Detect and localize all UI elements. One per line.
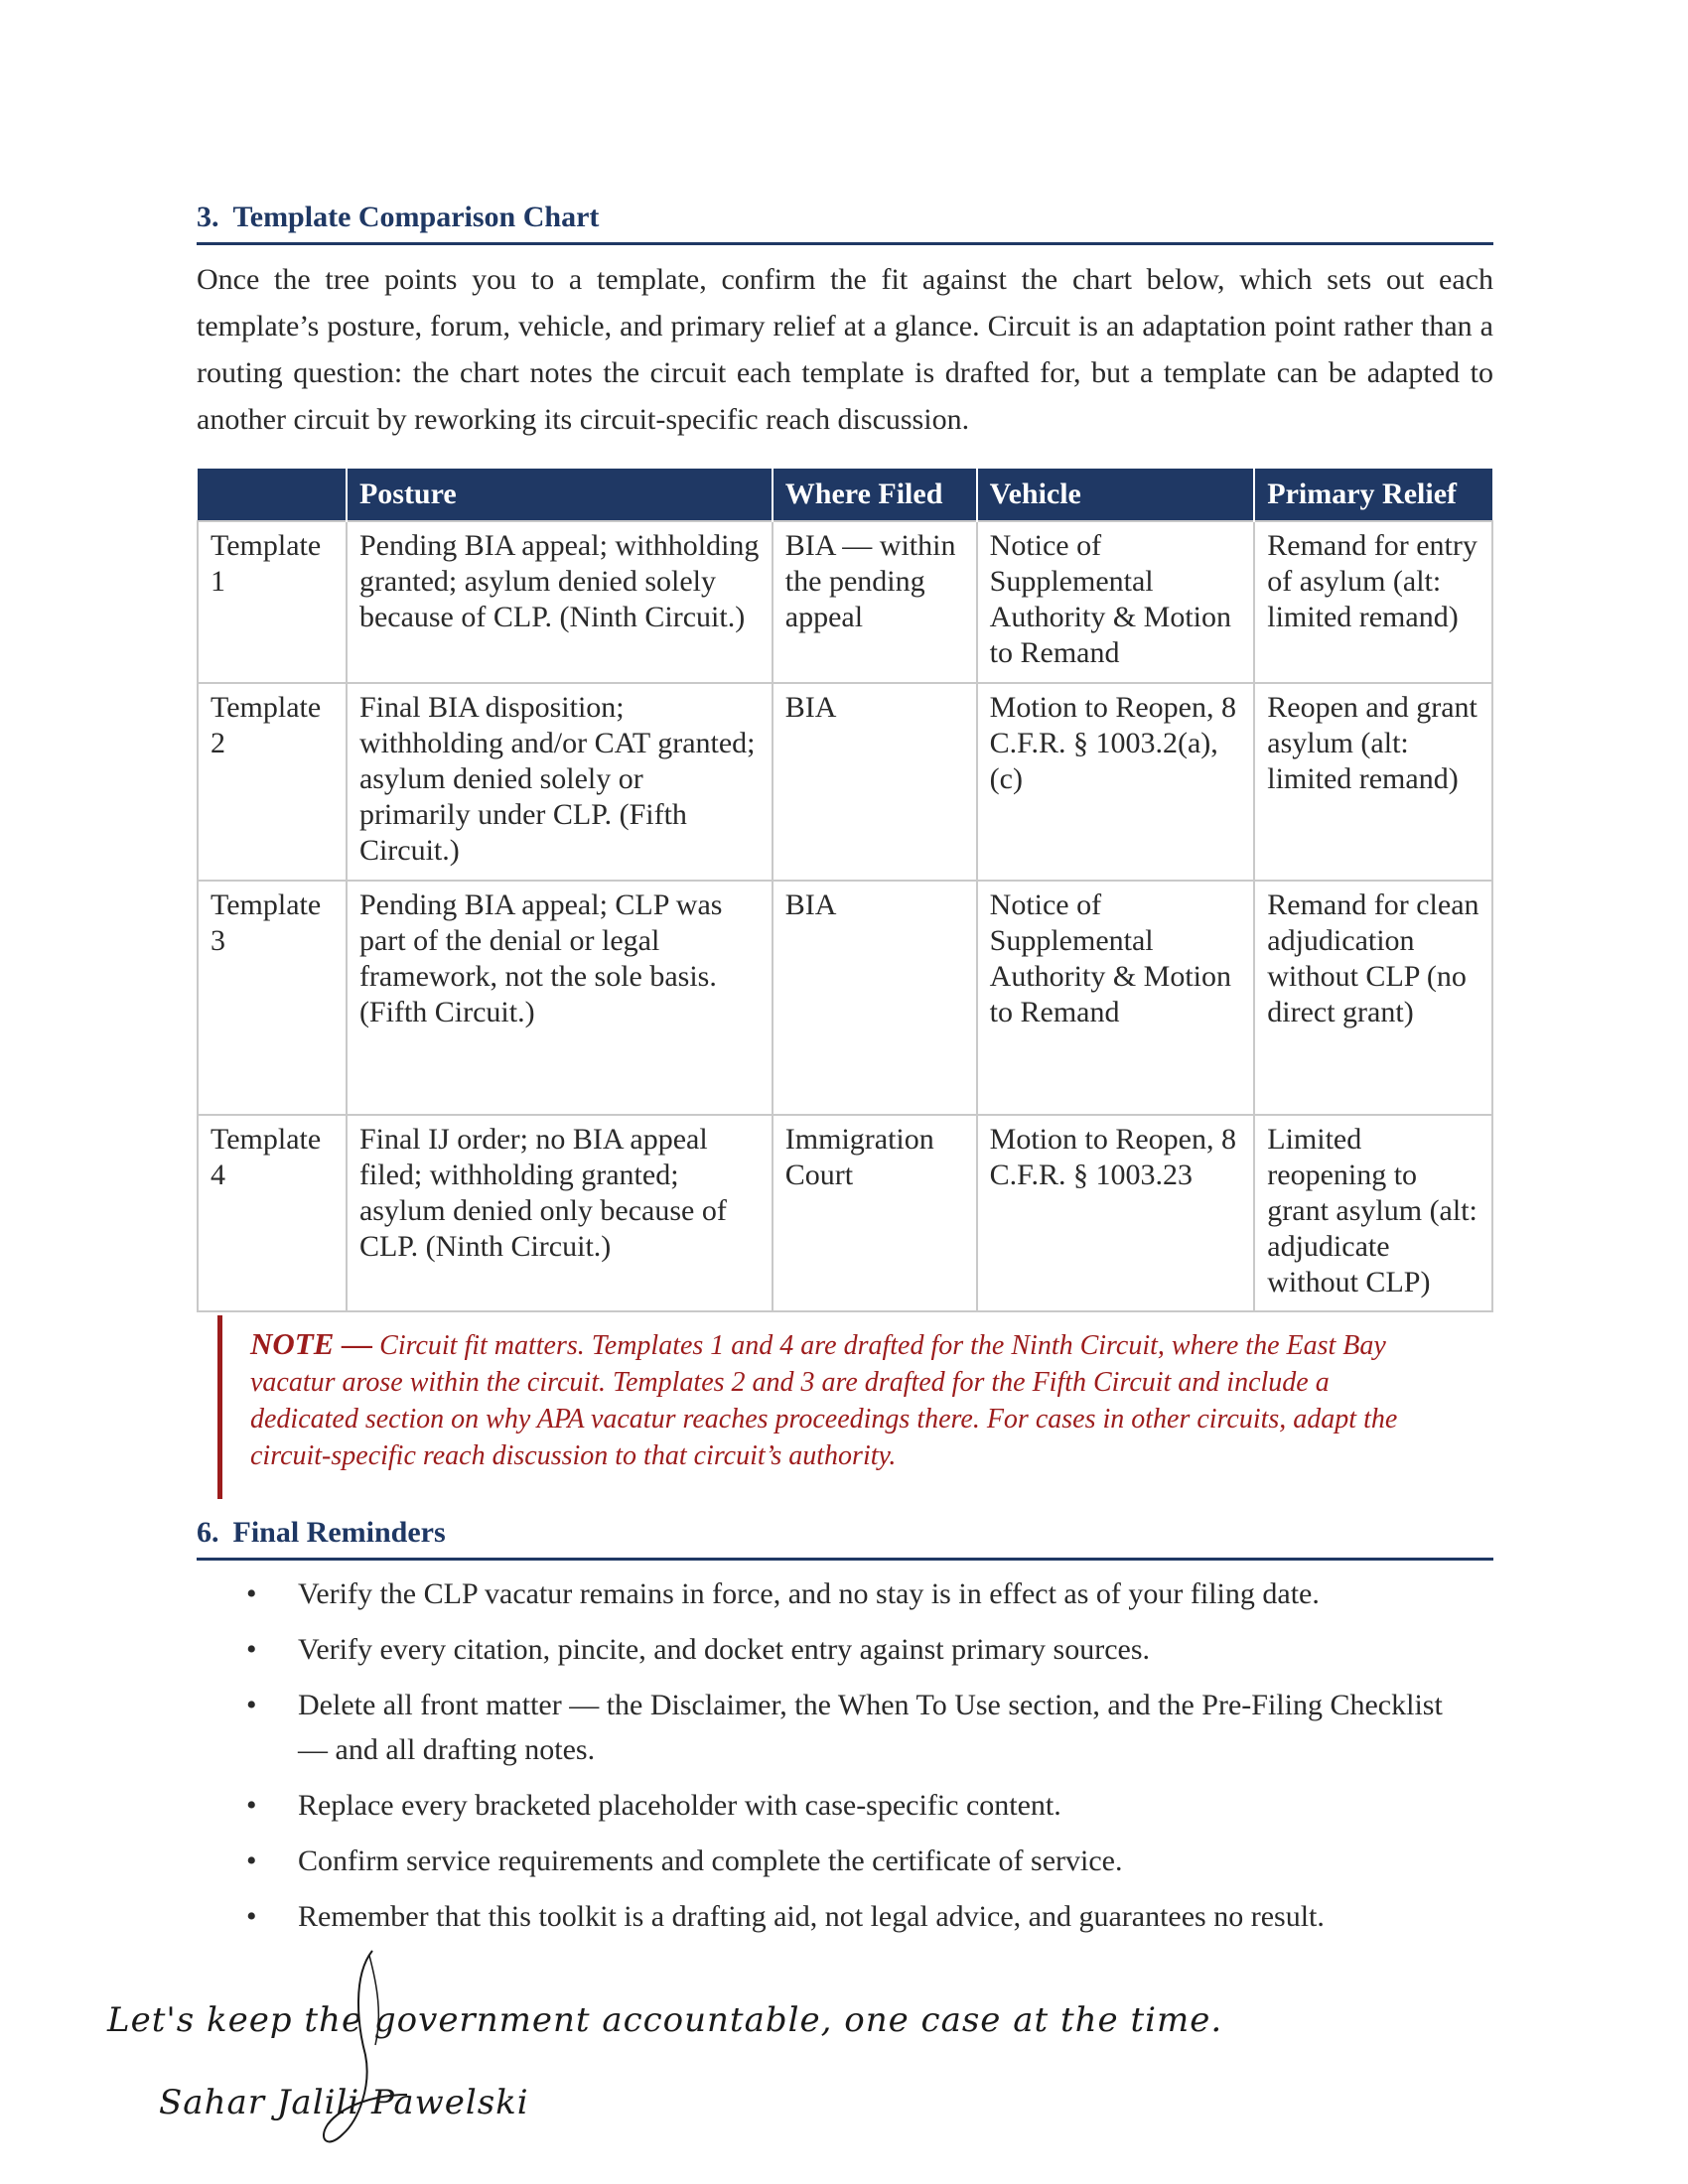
posture-cell: Final BIA disposition; withholding and/or CAT granted; asylum denied solely or primarily under CLP. (Fifth Circuit.) — [347, 683, 773, 881]
list-item-text: Replace every bracketed placeholder with case-specific content. — [298, 1789, 1061, 1822]
list-item — [197, 1627, 1477, 1672]
relief-cell: Reopen and grant asylum (alt: limited remand) — [1254, 683, 1492, 881]
relief-cell: Remand for entry of asylum (alt: limited remand) — [1254, 521, 1492, 683]
vehicle-cell: Notice of Supplemental Authority & Motion to Remand — [977, 521, 1255, 683]
vehicle-cell: Notice of Supplemental Authority & Motion to Remand — [977, 881, 1255, 1115]
section-heading-template-comparison — [197, 201, 1493, 245]
bullet-icon: • — [246, 1633, 257, 1666]
posture-cell: Pending BIA appeal; withholding granted; asylum denied solely because of CLP. (Ninth Circuit.) — [347, 521, 773, 683]
where-filed-cell: BIA — within the pending appeal — [773, 521, 977, 683]
section-title: Final Reminders — [232, 1516, 446, 1549]
bullet-icon: • — [246, 1689, 257, 1721]
table-header-row — [198, 469, 1492, 521]
template-comparison-table — [197, 469, 1493, 1312]
signature-tagline: Let's keep the government accountable, one case at the time. — [107, 2000, 1223, 2040]
list-item — [197, 1839, 1477, 1883]
table-row — [198, 683, 1492, 881]
where-filed-cell: BIA — [773, 881, 977, 1115]
signature-name: Sahar Jalili Pawelski — [159, 2083, 529, 2122]
bullet-icon: • — [246, 1900, 257, 1933]
relief-cell: Limited reopening to grant asylum (alt: adjudicate without CLP) — [1254, 1115, 1492, 1311]
table-row — [198, 1115, 1492, 1311]
vehicle-cell: Motion to Reopen, 8 C.F.R. § 1003.23 — [977, 1115, 1255, 1311]
list-item-text: Remember that this toolkit is a drafting aid, not legal advice, and guarantees no result. — [298, 1900, 1325, 1933]
circuit-fit-note — [217, 1315, 1439, 1499]
header-cell-vehicle: Vehicle — [977, 469, 1255, 521]
template-cell: Template 2 — [198, 683, 347, 881]
list-item-text: Verify the CLP vacatur remains in force, and no stay is in effect as of your filing date. — [298, 1577, 1320, 1610]
list-item — [197, 1683, 1477, 1772]
section-number: 3. — [197, 201, 219, 233]
template-cell: Template 4 — [198, 1115, 347, 1311]
header-cell-where-filed: Where Filed — [773, 469, 977, 521]
where-filed-cell: BIA — [773, 683, 977, 881]
signature-flourish-icon — [298, 1946, 457, 2164]
note-text: Circuit fit matters. Templates 1 and 4 are drafted for the Ninth Circuit, where the East Bay vacatur arose within the circuit. Templates 2 and 3 are drafted for the Fifth Circuit and include a dedicated section on why APA vacatur reaches proceedings there. For cases in other circuits, adapt the circuit-specific reach discussion to that circuit’s authority. — [250, 1330, 1398, 1471]
template-cell: Template 3 — [198, 881, 347, 1115]
header-cell-posture: Posture — [347, 469, 773, 521]
where-filed-cell: Immigration Court — [773, 1115, 977, 1311]
header-cell-blank — [198, 469, 347, 521]
bullet-icon: • — [246, 1789, 257, 1822]
bullet-icon: • — [246, 1844, 257, 1877]
note-label: NOTE — — [250, 1326, 373, 1361]
list-item-text: Verify every citation, pincite, and docket entry against primary sources. — [298, 1633, 1151, 1666]
table-row — [198, 521, 1492, 683]
section-title: Template Comparison Chart — [232, 201, 600, 233]
list-item-text: Confirm service requirements and complete the certificate of service. — [298, 1844, 1123, 1877]
list-item — [197, 1571, 1477, 1616]
final-reminders-list — [197, 1571, 1477, 1950]
list-item — [197, 1894, 1477, 1939]
posture-cell: Pending BIA appeal; CLP was part of the denial or legal framework, not the sole basis. (Fifth Circuit.) — [347, 881, 773, 1115]
template-cell: Template 1 — [198, 521, 347, 683]
section-heading-final-reminders — [197, 1516, 1493, 1561]
intro-paragraph: Once the tree points you to a template, confirm the fit against the chart below, which sets out each template’s posture, forum, vehicle, and primary relief at a glance. Circuit is an adaptation point rather than a routing question: the chart notes the circuit each template is drafted for, but a template can be adapted to another circuit by reworking its circuit-specific reach discussion. — [197, 263, 1493, 436]
bullet-icon: • — [246, 1577, 257, 1610]
list-item-text: Delete all front matter — the Disclaimer, the When To Use section, and the Pre-Filing Checklist — and all drafting notes. — [298, 1689, 1443, 1766]
table-row — [198, 881, 1492, 1115]
header-cell-primary-relief: Primary Relief — [1254, 469, 1492, 521]
section-number: 6. — [197, 1516, 219, 1549]
vehicle-cell: Motion to Reopen, 8 C.F.R. § 1003.2(a), (c) — [977, 683, 1255, 881]
posture-cell: Final IJ order; no BIA appeal filed; withholding granted; asylum denied only because of CLP. (Ninth Circuit.) — [347, 1115, 773, 1311]
list-item — [197, 1783, 1477, 1828]
relief-cell: Remand for clean adjudication without CLP (no direct grant) — [1254, 881, 1492, 1115]
